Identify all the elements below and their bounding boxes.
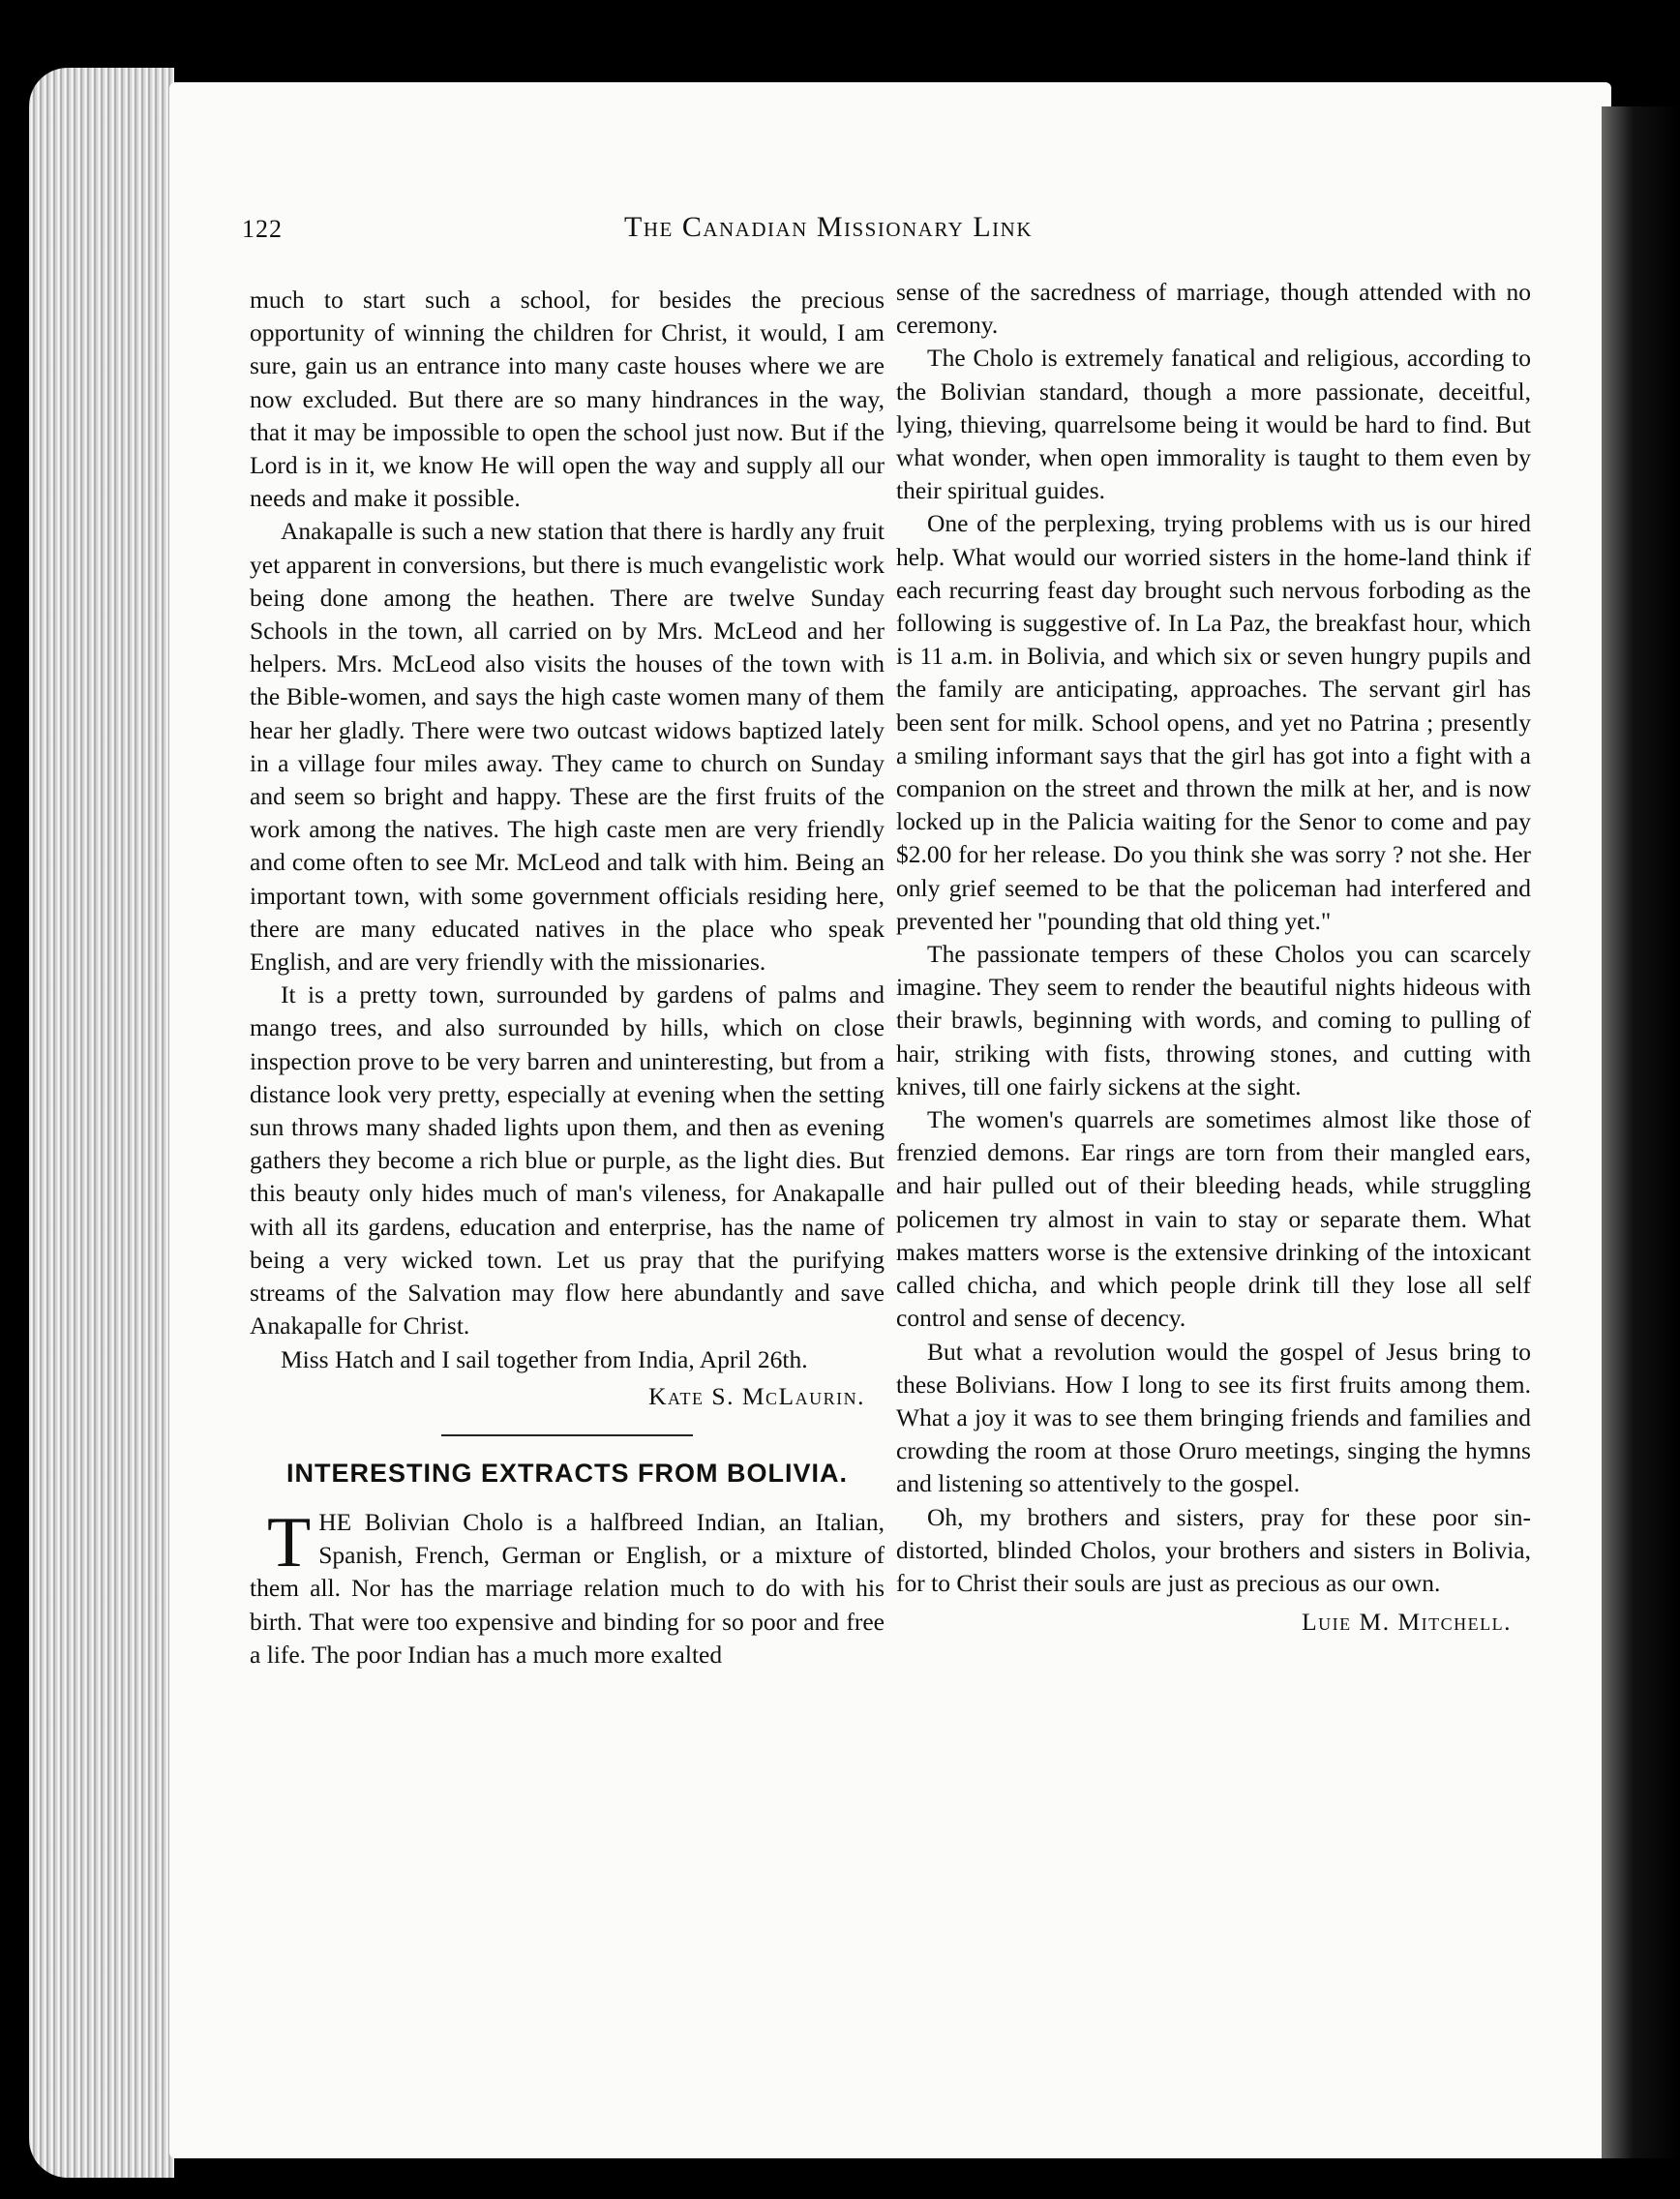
section-divider xyxy=(441,1434,693,1436)
paragraph: But what a revolution would the gospel of Jesus bring to these Bolivians. How I long to see its first fruits among them. What a joy it was to see them bringing friends and families and crowding the room at those Oruro meetings, singing the hymns and listening so attentively to the gospel. xyxy=(896,1337,1531,1498)
signature-mclaurin: Kate S. McLaurin. xyxy=(648,1381,865,1410)
running-title: The Canadian Missionary Link xyxy=(624,211,1033,243)
paragraph: Oh, my brothers and sisters, pray for these poor sin-distorted, blinded Cholos, your brothers and sisters in Bolivia, for to Christ their souls are just as precious as our own. xyxy=(896,1502,1531,1597)
paragraph: One of the perplexing, trying problems with us is our hired help. What would our worried sisters in the home-land think if each recurring feast day brought such nervous forboding as the following is suggestive of. In La Paz, the breakfast hour, which is 11 a.m. in Bolivia, and which six or seven hungry pupils and the family are anticipating, approaches. The servant girl has been sent for milk. School opens, and yet no Patrina ; presently a smiling informant says that the girl has got into a fight with a companion on the street and thrown the milk at her, and is now locked up in the Palicia waiting for the Senor to come and pay $2.00 for her release. Do you think she was sorry ? not she. Her only grief seemed to be that the policeman had interfered and prevented her "pounding that old thing yet." xyxy=(896,509,1531,935)
binding-shadow xyxy=(1602,106,1680,2158)
paragraph: Miss Hatch and I sail together from India, April 26th. xyxy=(281,1344,808,1373)
paragraph: sense of the sacredness of marriage, though attended with no ceremony. xyxy=(896,278,1531,340)
left-column xyxy=(250,284,885,1672)
paragraph: It is a pretty town, surrounded by gardens of palms and mango trees, and also surrounded by hills, which on close inspection prove to be very barren and uninteresting, but from a distance look very pretty, especially at evening when the setting sun throws many shaded lights upon them, and then as evening gathers they become a rich blue or purple, as the light dies. But this beauty only hides much of man's vileness, for Anakapalle with all its gardens, education and enterprise, has the name of being a very wicked town. Let us pray that the purifying streams of the Salvation may flow here abundantly and save Anakapalle for Christ. xyxy=(250,980,885,1340)
page-number: 122 xyxy=(242,215,283,243)
page-header xyxy=(242,211,1597,254)
paragraph: The passionate tempers of these Cholos you can scarcely imagine. They seem to render the beautiful nights hideous with their brawls, beginning with words, and coming to pulling of hair, striking with fists, throwing stones, and cutting with knives, till one fairly sickens at the sight. xyxy=(896,940,1531,1100)
paragraph: The women's quarrels are sometimes almost like those of frenzied demons. Ear rings are torn from their mangled ears, and hair pulled out of their bleeding heads, while struggling policemen try almost in vain to stay or separate them. What makes matters worse is the extensive drinking of the intoxicant called chicha, and which people drink till they lose all self control and sense of decency. xyxy=(896,1105,1531,1333)
paragraph: Anakapalle is such a new station that there is hardly any fruit yet apparent in conversions, but there is much evangelistic work being done among the heathen. There are twelve Sunday Schools in the town, all carried on by Mrs. McLeod and her helpers. Mrs. McLeod also visits the houses of the town with the Bible-women, and says the high caste women many of them hear her gladly. There were two outcast widows baptized lately in a village four miles away. They came to church on Sunday and seem so bright and happy. These are the first fruits of the work among the natives. The high caste men are very friendly and come often to see Mr. McLeod and talk with him. Being an important town, with some government officials residing here, there are many educated natives in the place who speak English, and are very friendly with the missionaries. xyxy=(250,517,885,977)
paragraph: much to start such a school, for besides the precious opportunity of winning the children for Christ, it would, I am sure, gain us an entrance into many caste houses where we are now excluded. But there are so many hindrances in the way, that it may be impossible to open the school just now. But if the Lord is in it, we know He will open the way and supply all our needs and make it possible. xyxy=(250,286,885,513)
article-headline: INTERESTING EXTRACTS FROM BOLIVIA. xyxy=(285,1458,848,1488)
article-opening xyxy=(250,1502,885,1672)
book-page-edges xyxy=(29,68,174,2178)
right-column xyxy=(896,276,1531,1639)
paragraph: The Cholo is extremely fanatical and religious, according to the Bolivian standard, though a more passionate, deceitful, lying, thieving, quarrelsome being it would be hard to find. But what wonder, when open immorality is taught to them even by their spiritual guides. xyxy=(896,344,1531,505)
signature-mitchell: Luie M. Mitchell. xyxy=(1302,1608,1512,1637)
paragraph: HE Bolivian Cholo is a halfbreed Indian, an Italian, Spanish, French, German or English, or a mixture of them all. Nor has the marriage relation much to do with his birth. That were too expensive and binding for so poor and free a life. The poor Indian has a much more exalted xyxy=(250,1507,885,1669)
drop-cap: T xyxy=(267,1502,312,1582)
